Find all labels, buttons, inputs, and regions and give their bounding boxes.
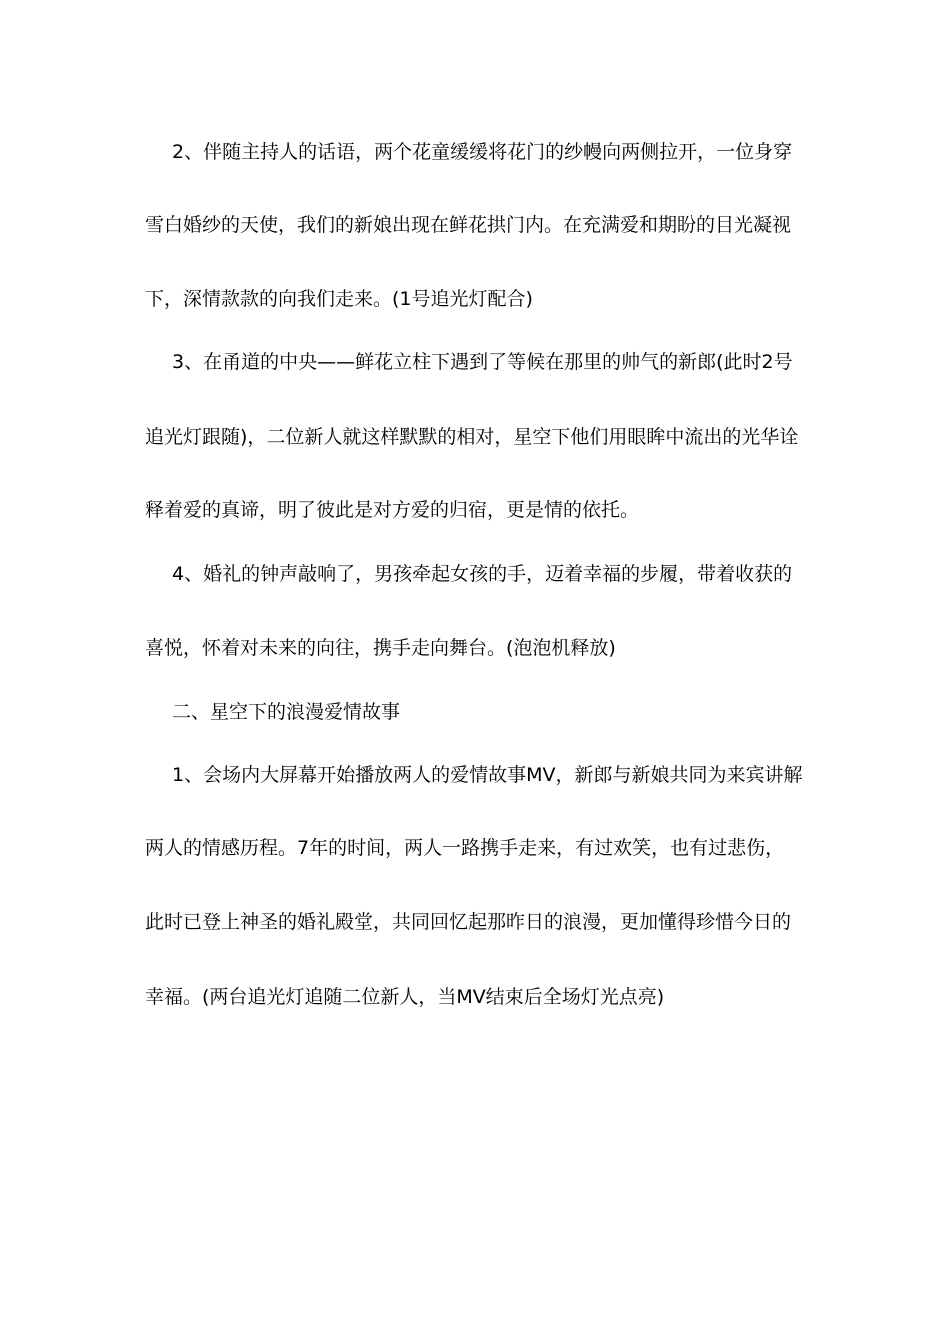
- paragraph-3-line-2: 追光灯跟随)，二位新人就这样默默的相对，星空下他们用眼眸中流出的光华诠: [145, 426, 799, 448]
- paragraph-4-line-2: 喜悦，怀着对未来的向往，携手走向舞台。(泡泡机释放): [145, 637, 616, 659]
- paragraph-3-line-1: 3、在甬道的中央——鲜花立柱下遇到了等候在那里的帅气的新郎(此时2号: [172, 351, 793, 373]
- paragraph-3-line-3: 释着爱的真谛，明了彼此是对方爱的归宿，更是情的依托。: [145, 499, 640, 521]
- paragraph-2-line-3: 下，深情款款的向我们走来。(1号追光灯配合): [145, 288, 533, 310]
- section-heading: 二、星空下的浪漫爱情故事: [172, 701, 401, 723]
- paragraph-2-line-1: 2、伴随主持人的话语，两个花童缓缓将花门的纱幔向两侧拉开，一位身穿: [172, 141, 793, 163]
- paragraph-4-line-1: 4、婚礼的钟声敲响了，男孩牵起女孩的手，迈着幸福的步履，带着收获的: [172, 563, 793, 585]
- paragraph-1-line-4: 幸福。(两台追光灯追随二位新人，当MV结束后全场灯光点亮): [145, 986, 665, 1008]
- paragraph-1-line-3: 此时已登上神圣的婚礼殿堂，共同回忆起那昨日的浪漫，更加懂得珍惜今日的: [145, 911, 792, 933]
- paragraph-1-line-1: 1、会场内大屏幕开始播放两人的爱情故事MV，新郎与新娘共同为来宾讲解: [172, 764, 803, 786]
- paragraph-2-line-2: 雪白婚纱的天使，我们的新娘出现在鲜花拱门内。在充满爱和期盼的目光凝视: [145, 214, 792, 236]
- paragraph-1-line-2: 两人的情感历程。7年的时间，两人一路携手走来，有过欢笑，也有过悲伤，: [145, 837, 785, 859]
